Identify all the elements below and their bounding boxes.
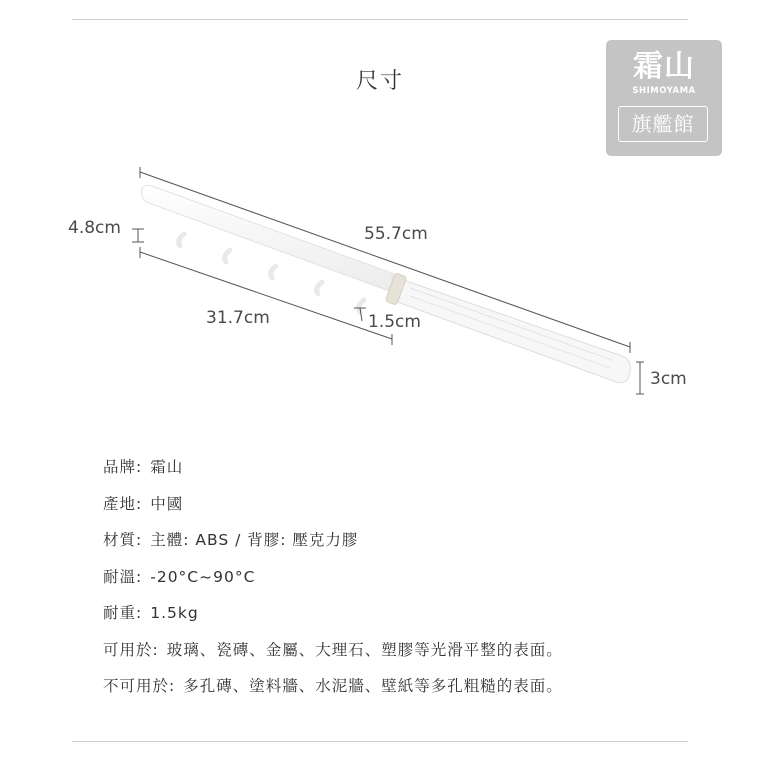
spec-label: 耐溫: [103,567,143,586]
spec-unsuitable-surfaces [103,671,563,708]
product-illustration [0,150,760,420]
spec-label: 產地: [103,494,143,513]
logo-brand-english: SHIMOYAMA [632,86,696,96]
hook-5 [359,300,364,312]
spec-value: -20°C~90°C [150,567,256,586]
spec-label: 材質: [103,531,143,549]
dim-label-hook-depth: 1.5cm [368,312,421,332]
spec-label: 不可用於: [103,677,176,695]
logo-store-badge: 旗艦館 [618,106,708,142]
spec-brand [103,452,563,489]
hook-2 [225,250,230,262]
spec-value: 1.5kg [150,604,199,622]
spec-material [103,525,563,562]
bottom-divider [72,741,688,742]
page-title: 尺寸 [355,69,404,94]
dim-label-hook-section: 31.7cm [206,308,270,328]
spec-load [103,598,563,635]
spec-value: 玻璃、瓷磚、金屬、大理石、塑膠等光滑平整的表面。 [166,640,563,659]
spec-temperature [103,562,563,599]
spec-label: 可用於: [103,640,159,659]
dim-label-total-length: 55.7cm [364,224,428,244]
spec-list [103,452,563,708]
hook-4 [317,282,322,294]
hook-1 [179,234,184,246]
spec-suitable-surfaces [103,635,563,672]
spec-value: 中國 [150,494,184,513]
spec-label: 品牌: [103,458,143,476]
top-divider [72,19,688,20]
hook-3 [271,266,276,278]
spec-value: 霜山 [150,458,184,476]
product-dimension-diagram [0,150,760,420]
spec-origin [103,489,563,526]
sliding-extension [385,273,630,383]
logo-brand-text: 霜山 [633,49,695,84]
spec-value: 多孔磚、塗料牆、水泥牆、壁紙等多孔粗糙的表面。 [183,677,563,695]
dim-label-height: 4.8cm [68,218,121,238]
spec-label: 耐重: [103,604,143,622]
dim-label-width: 3cm [650,369,687,389]
spec-value: 主體: ABS / 背膠: 壓克力膠 [150,531,359,549]
brand-logo [606,40,722,156]
